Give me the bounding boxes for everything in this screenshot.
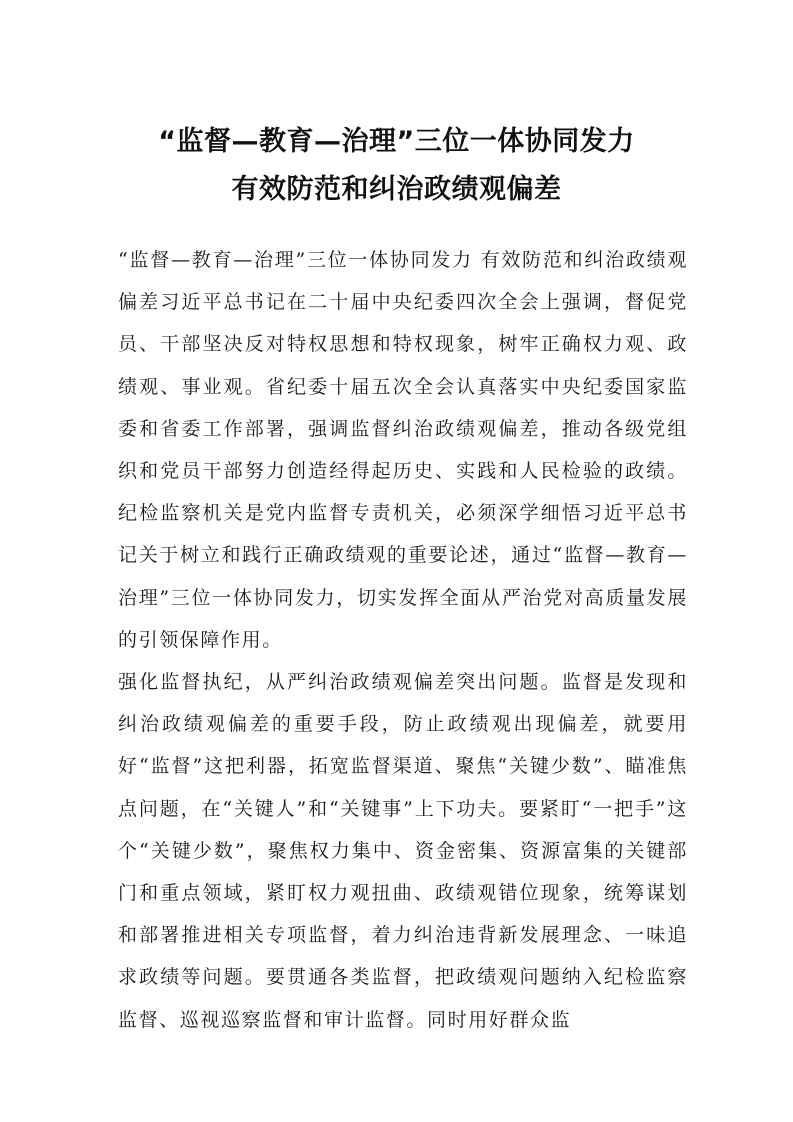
paragraph-intro: “监督—教育—治理”三位一体协同发力 有效防范和纠治政绩观偏差习近平总书记在二十届中央纪委四次全会上强调，督促党员、干部坚决反对特权思想和特权现象，树牢正确权力观、政绩观、事业观。省纪委十届五次全会认真落实中央纪委国家监委和省委工作部署，强调监督纠治政绩观偏差，推动各级党组织和党员干部努力创造经得起历史、实践和人民检验的政绩。纪检监察机关是党内监督专责机关，必须深学细悟习近平总书记关于树立和践行正确政绩观的重要论述，通过“监督—教育—治理”三位一体协同发力，切实发挥全面从严治党对高质量发展的引领保障作用。 xyxy=(118,249,688,651)
title-line-1: “监督—教育—治理”三位一体协同发力 xyxy=(158,126,635,157)
document-title xyxy=(0,118,793,214)
paragraph-supervision: 强化监督执纪，从严纠治政绩观偏差突出问题。监督是发现和纠治政绩观偏差的重要手段，防止政绩观出现偏差，就要用好“监督”这把利器，拓宽监督渠道、聚焦“关键少数”、瞄准焦点问题，在“关键人”和“关键事”上下功夫。要紧盯“一把手”这个“关键少数”，聚焦权力集中、资金密集、资源富集的关键部门和重点领域，紧盯权力观扭曲、政绩观错位现象，统筹谋划和部署推进相关专项监督，着力纠治违背新发展理念、一味追求政绩等问题。要贯通各类监督，把政绩观问题纳入纪检监察监督、巡视巡察监督和审计监督。同时用好群众监 xyxy=(118,671,688,1031)
title-line-2: 有效防范和纠治政绩观偏差 xyxy=(231,174,562,205)
document-body xyxy=(118,239,688,1041)
